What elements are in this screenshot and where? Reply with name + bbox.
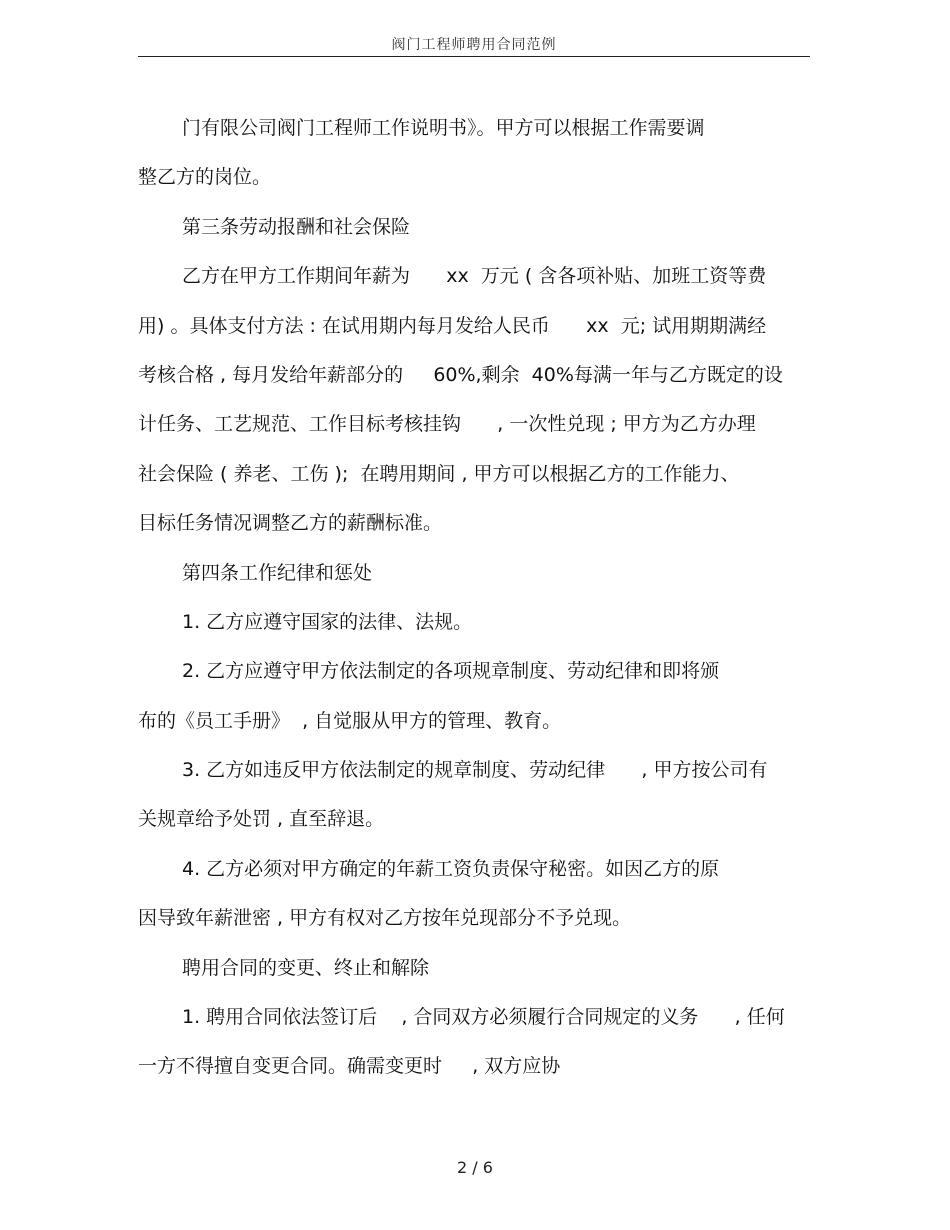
paragraph-line: 整乙方的岗位。 [138,166,272,189]
paragraph-line: 2. 乙方应遵守甲方依法制定的各项规章制度、劳动纪律和即将颁 [182,660,720,683]
paragraph-line: 关规章给予处罚 , 直至辞退。 [138,808,385,831]
paragraph-line: 一方不得擅自变更合同。确需变更时 , 双方应协 [138,1055,561,1078]
paragraph-line: 1. 乙方应遵守国家的法律、法规。 [182,610,473,633]
section-heading: 第四条工作纪律和惩处 [182,561,373,584]
document-body [138,104,810,1092]
section-heading: 聘用合同的变更、终止和解除 [182,956,430,979]
paragraph-line: 计任务、工艺规范、工作目标考核挂钩 , 一次性兑现 ; 甲方为乙方办理 [138,413,756,436]
paragraph-line: 用) 。具体支付方法 : 在试用期内每月发给人民币 xx 元; 试用期期满经 [138,314,767,337]
paragraph-line: 3. 乙方如违反甲方依法制定的规章制度、劳动纪律 , 甲方按公司有 [182,759,768,782]
paragraph-line: 布的《员工手册》 , 自觉服从甲方的管理、教育。 [138,709,562,732]
paragraph-line: 社会保险 ( 养老、工伤 ); 在聘用期间 , 甲方可以根据乙方的工作能力、 [138,462,740,485]
header-title: 阀门工程师聘用合同范例 [391,37,557,53]
paragraph-line: 考核合格 , 每月发给年薪部分的 60%,剩余 40%每满一年与乙方既定的设 [138,363,783,386]
section-heading: 第三条劳动报酬和社会保险 [182,215,411,238]
page-header [138,32,810,57]
paragraph-line: 乙方在甲方工作期间年薪为 xx 万元 ( 含各项补贴、加班工资等费 [182,265,767,288]
page-number: 2 / 6 [457,1158,493,1177]
paragraph-line: 1. 聘用合同依法签订后 , 合同双方必须履行合同规定的义务 , 任何 [182,1006,785,1029]
paragraph-line: 目标任务情况调整乙方的薪酬标准。 [138,512,443,535]
paragraph-line: 门有限公司阀门工程师工作说明书》。甲方可以根据工作需要调 [182,117,705,139]
paragraph-line: 4. 乙方必须对甲方确定的年薪工资负责保守秘密。如因乙方的原 [182,857,720,880]
paragraph-line: 因导致年薪泄密 , 甲方有权对乙方按年兑现部分不予兑现。 [138,907,632,930]
